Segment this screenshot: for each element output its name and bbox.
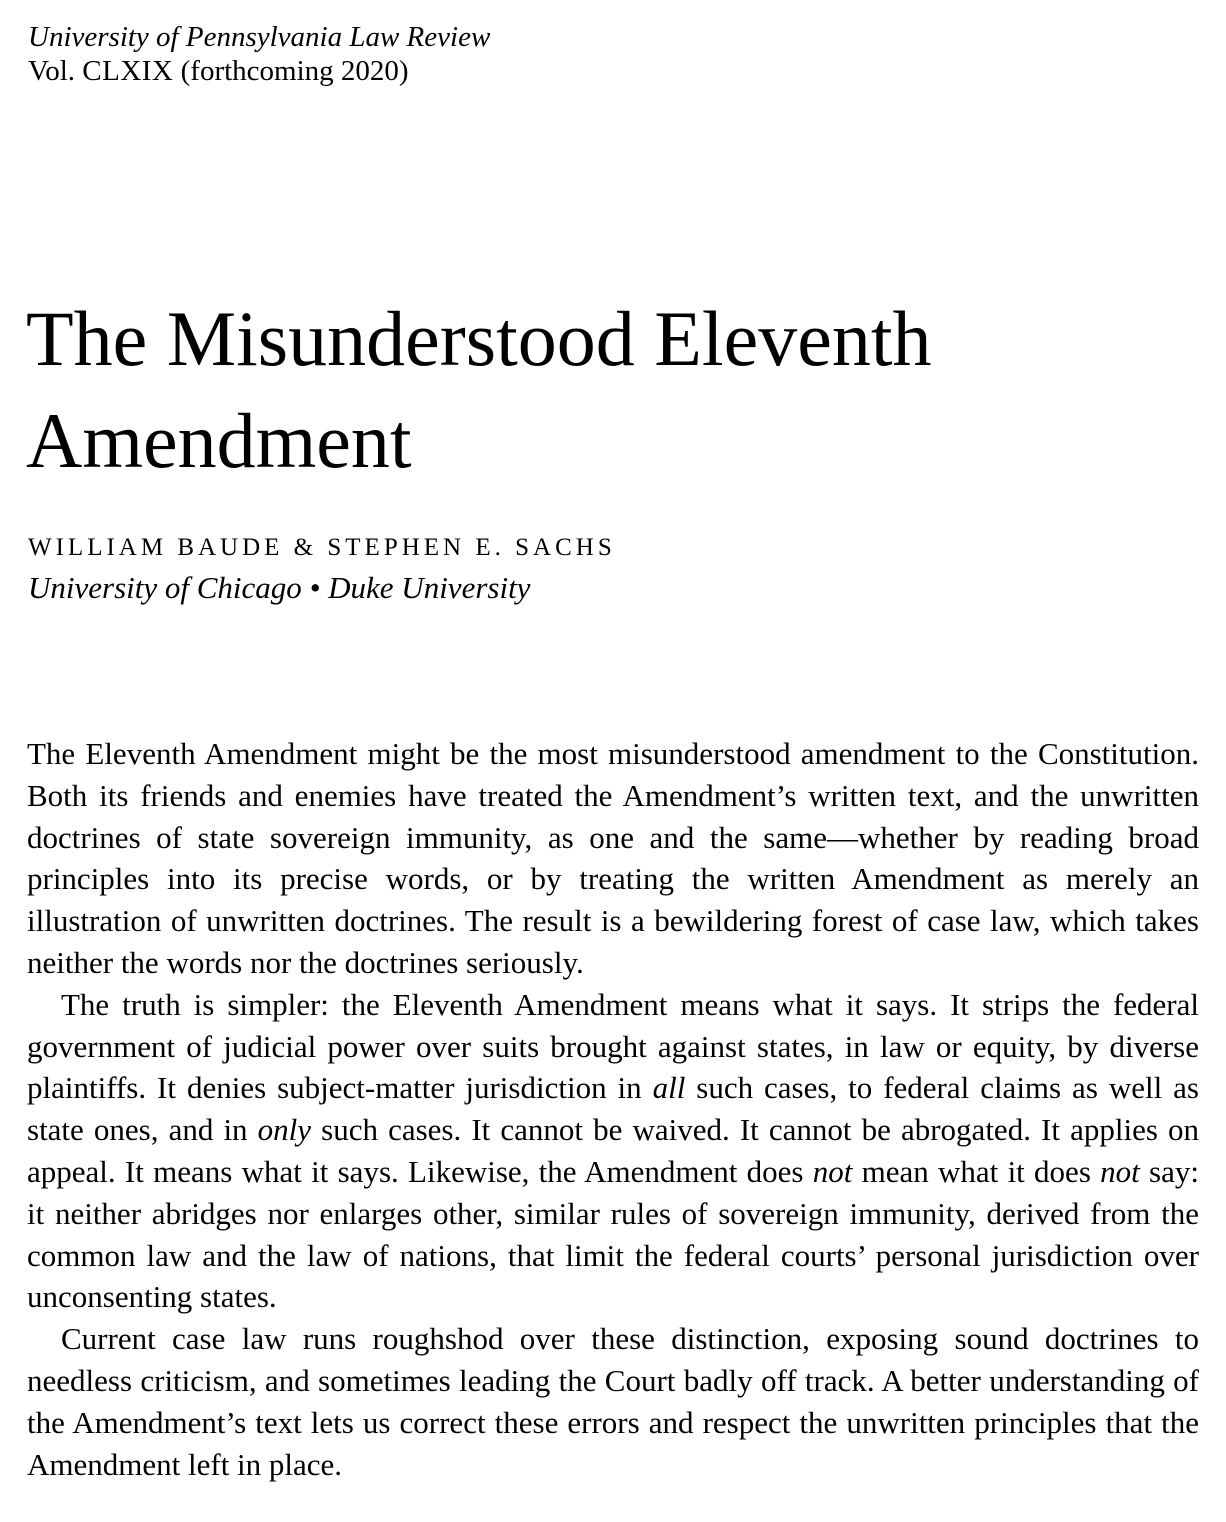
affiliation-first: University of Chicago xyxy=(28,570,302,605)
title-line-1: The Misunderstood Eleventh xyxy=(26,295,932,382)
p2-emphasis-not-1: not xyxy=(812,1153,853,1189)
p2-text-b: such cases, to federal claims as well as state ones, and in xyxy=(27,1070,1199,1148)
author-names: WILLIAM BAUDE & STEPHEN E. SACHS xyxy=(28,534,616,561)
p2-emphasis-not-2: not xyxy=(1100,1153,1140,1189)
article-title xyxy=(26,288,1176,492)
publication-status: (forthcoming 2020) xyxy=(180,55,409,87)
p2-text-d: mean what it does xyxy=(852,1153,1101,1189)
journal-volume-line xyxy=(28,54,490,88)
journal-header xyxy=(28,20,490,88)
p2-text-e: say: it neither abridges nor enlarges other, similar rules of sovereign immunity, derived from the common law and the law of nations, that limit the federal courts’ personal jurisdiction over unconsenting states. xyxy=(27,1153,1199,1315)
volume-prefix: Vol. xyxy=(28,55,76,87)
abstract xyxy=(27,733,1199,1485)
p2-text-c: such cases. It cannot be waived. It cannot be abrogated. It applies on appeal. It means what it says. Likewise, the Amendment does xyxy=(27,1112,1199,1189)
affiliation-second: Duke University xyxy=(328,570,531,605)
p2-emphasis-only: only xyxy=(257,1112,312,1148)
volume-number: CLXIX xyxy=(82,55,174,87)
p2-text-a: The truth is simpler: the Eleventh Amendment means what it says. It strips the federal government of judicial power over suits brought against states, in law or equity, by diverse plaintiffs. It denies subject-matter jurisdiction in xyxy=(27,986,1199,1106)
abstract-paragraph-1: The Eleventh Amendment might be the most misunderstood amendment to the Constitution. Both its friends and enemies have treated the Amendment’s written text, and the unwritten doctrines of state sovereign immunity, as one and the same—whether by reading broad principles into its precise words, or by treating the written Amendment as merely an illustration of unwritten doctrines. The result is a bewildering forest of case law, which takes neither the words nor the doctrines seriously. xyxy=(27,736,1199,980)
abstract-paragraph-3: Current case law runs roughshod over these distinction, exposing sound doctrines to needless criticism, and sometimes leading the Court badly off track. A better understanding of the Amendment’s text lets us correct these errors and respect the unwritten principles that the Amendment left in place. xyxy=(27,1321,1199,1482)
journal-name: University of Pennsylvania Law Review xyxy=(28,21,491,53)
p2-emphasis-all: all xyxy=(652,1070,686,1106)
affiliation-separator: • xyxy=(309,570,321,605)
abstract-paragraph-2 xyxy=(27,984,1199,1318)
author-affiliations xyxy=(28,570,530,606)
title-line-2: Amendment xyxy=(26,397,412,484)
